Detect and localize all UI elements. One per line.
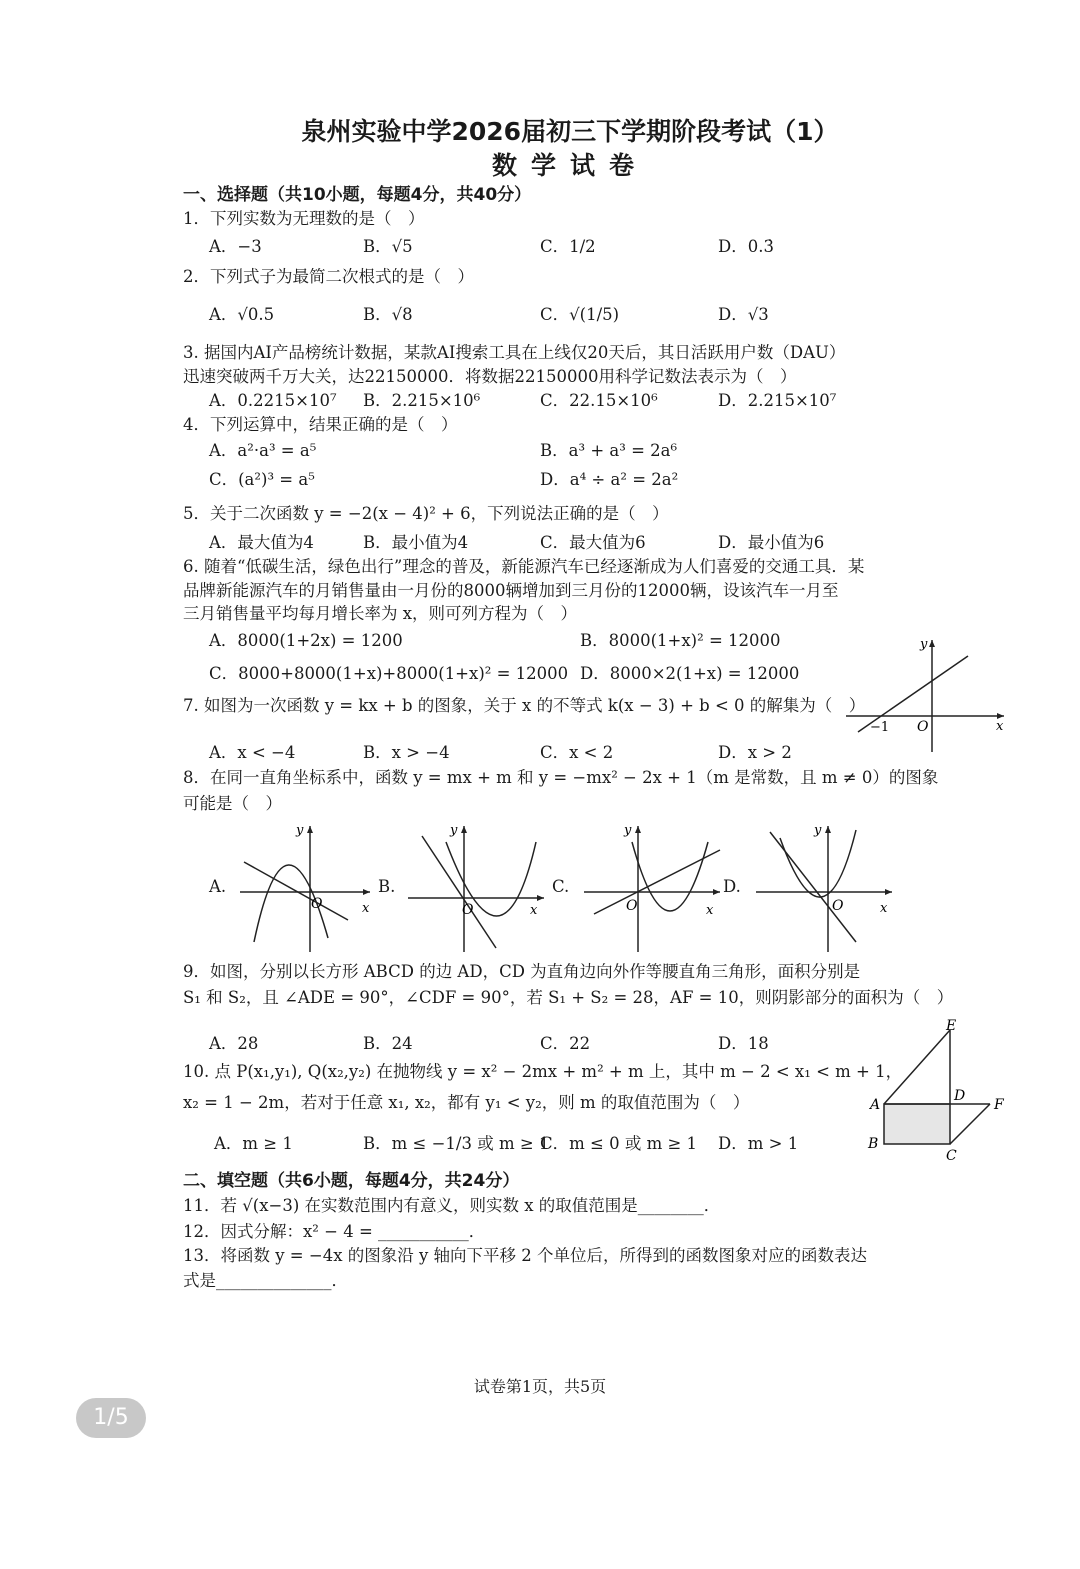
q9-label-a: A [870, 1097, 881, 1113]
question-6-line-1: 6. 随着“低碳生活，绿色出行”理念的普及，新能源汽车已经逐渐成为人们喜爱的交通工具．某 [183, 557, 865, 576]
q8-c-parabola [632, 842, 708, 911]
q8-d-origin-label: O [832, 898, 844, 914]
question-13-line-2: 式是______________． [183, 1271, 348, 1290]
q7-x-label: x [996, 719, 1004, 734]
question-8-line-2: 可能是（ ） [183, 794, 282, 813]
q8-option-b: B. [378, 877, 396, 896]
q3-option-a: A．0.2215×10⁷ [209, 391, 337, 410]
q8-c-x-label: x [706, 903, 714, 918]
q8-b-line [422, 836, 496, 948]
q4-option-c: C．(a²)³ = a⁵ [209, 470, 315, 489]
q8-graph-a [236, 820, 376, 955]
q8-graph-c [580, 820, 725, 955]
question-13-line-1: 13．将函数 y = −4x 的图象沿 y 轴向下平移 2 个单位后，所得到的函数图象对应的函数表达 [183, 1246, 868, 1265]
q9-label-f: F [994, 1097, 1004, 1113]
q5-option-b: B．最小值为4 [363, 533, 469, 552]
q10-option-a: A．m ≥ 1 [214, 1134, 293, 1153]
q8-graph-b [404, 820, 549, 955]
q3-option-c: C．22.15×10⁶ [540, 391, 658, 410]
q4-option-d: D．a⁴ ÷ a² = 2a² [540, 470, 679, 489]
q7-origin-label: O [917, 719, 929, 735]
q7-minus1-label: −1 [870, 720, 890, 735]
page-indicator-badge[interactable]: 1/5 [76, 1398, 146, 1438]
question-11: 11．若 √(x−3) 在实数范围内有意义，则实数 x 的取值范围是________． [183, 1196, 721, 1215]
q2-option-c: C．√(1/5) [540, 305, 620, 324]
q9-label-c: C [946, 1148, 957, 1164]
q7-option-d: D．x > 2 [718, 743, 792, 762]
q6-option-b: B．8000(1+x)² = 12000 [580, 631, 781, 650]
exam-subtitle: 数学试卷 [491, 151, 648, 180]
question-6-line-3: 三月销售量平均每月增长率为 x，则可列方程为（ ） [183, 604, 578, 623]
q9-option-a: A．28 [209, 1034, 259, 1053]
q5-option-a: A．最大值为4 [209, 533, 314, 552]
q7-option-b: B．x > −4 [363, 743, 450, 762]
q8-c-line [594, 850, 720, 914]
q9-label-b: B [868, 1136, 879, 1152]
q9-option-c: C．22 [540, 1034, 591, 1053]
q8-b-x-label: x [530, 903, 538, 918]
q6-option-c: C．8000+8000(1+x)+8000(1+x)² = 12000 [209, 664, 569, 683]
q8-d-parabola [780, 830, 856, 897]
section-heading-2: 二、填空题（共6小题，每题4分，共24分） [183, 1171, 520, 1191]
q8-graph-d [752, 820, 897, 955]
q2-option-b: B．√8 [363, 305, 413, 324]
q9-geometry-figure [862, 1014, 1012, 1164]
q1-option-c: C．1/2 [540, 237, 596, 256]
q8-d-y-label: y [814, 823, 822, 838]
q2-option-a: A．√0.5 [209, 305, 275, 324]
q8-option-c: C. [552, 877, 570, 896]
question-10-line-2: x₂ = 1 − 2m，若对于任意 x₁, x₂，都有 y₁ < y₂，则 m 的取值范围为（ ） [183, 1093, 750, 1112]
question-3-line-2: 迅速突破两千万大关，达22150000．将数据22150000用科学记数法表示为（ ） [183, 367, 797, 386]
q6-option-a: A．8000(1+2x) = 1200 [209, 631, 403, 650]
question-8-line-1: 8．在同一直角坐标系中，函数 y = mx + m 和 y = −mx² − 2x + 1（m 是常数，且 m ≠ 0）的图象 [183, 768, 939, 787]
q5-option-d: D．最小值为6 [718, 533, 825, 552]
q9-option-b: B．24 [363, 1034, 413, 1053]
q1-option-d: D．0.3̇ [718, 237, 774, 256]
q8-d-line [770, 832, 856, 942]
q2-option-d: D．√3 [718, 305, 769, 324]
q9-label-d: D [954, 1088, 966, 1104]
question-3-line-1: 3. 据国内AI产品榜统计数据，某款AI搜索工具在上线仅20天后，其日活跃用户数（DAU） [183, 343, 846, 362]
q8-option-d: D. [723, 877, 741, 896]
q8-a-y-label: y [296, 823, 304, 838]
q8-option-a: A. [209, 877, 227, 896]
q8-b-origin-label: O [462, 902, 474, 918]
question-9-line-1: 9．如图，分别以长方形 ABCD 的边 AD，CD 为直角边向外作等腰直角三角形，面积分别是 [183, 962, 861, 981]
q8-a-line [244, 862, 348, 920]
q8-b-parabola [446, 842, 536, 916]
question-5: 5．关于二次函数 y = −2(x − 4)² + 6，下列说法正确的是（ ） [183, 504, 669, 523]
q8-c-origin-label: O [626, 898, 638, 914]
q6-option-d: D．8000×2(1+x) = 12000 [580, 664, 800, 683]
q8-b-y-label: y [450, 823, 458, 838]
question-6-line-2: 品牌新能源汽车的月销售量由一月份的8000辆增加到三月份的12000辆，设该汽车一月至 [183, 581, 839, 600]
q5-option-c: C．最大值为6 [540, 533, 646, 552]
question-1: 1．下列实数为无理数的是（ ） [183, 209, 425, 228]
q4-option-b: B．a³ + a³ = 2a⁶ [540, 441, 678, 460]
q10-option-d: D．m > 1 [718, 1134, 799, 1153]
question-7: 7. 如图为一次函数 y = kx + b 的图象，关于 x 的不等式 k(x − 3) + b < 0 的解集为（ ） [183, 696, 866, 715]
q3-option-d: D．2.215×10⁷ [718, 391, 837, 410]
q3-option-b: B．2.215×10⁶ [363, 391, 481, 410]
q8-a-x-label: x [362, 901, 370, 916]
question-4: 4．下列运算中，结果正确的是（ ） [183, 415, 458, 434]
question-12: 12．因式分解：x² − 4 = ___________． [183, 1222, 486, 1241]
page-footer: 试卷第1页，共5页 [473, 1377, 607, 1396]
question-10-line-1: 10. 点 P(x₁,y₁), Q(x₂,y₂) 在抛物线 y = x² − 2mx + m² + m 上，其中 m − 2 < x₁ < m + 1， [183, 1062, 903, 1081]
q7-y-label: y [920, 637, 928, 652]
q1-option-a: A．−3 [209, 237, 262, 256]
section-heading-1: 一、选择题（共10小题，每题4分，共40分） [183, 185, 532, 205]
q7-graph-figure [842, 634, 1012, 756]
q4-option-a: A．a²·a³ = a⁵ [209, 441, 317, 460]
question-9-line-2: S₁ 和 S₂，且 ∠ADE = 90°，∠CDF = 90°，若 S₁ + S₂ = 28，AF = 10，则阴影部分的面积为（ ） [183, 988, 954, 1007]
q10-option-b: B．m ≤ −1/3 或 m ≥ 1 [363, 1134, 550, 1153]
q8-a-origin-label: O [311, 896, 323, 912]
q8-d-x-label: x [880, 901, 888, 916]
q9-shaded-region [884, 1104, 950, 1144]
q10-option-c: C．m ≤ 0 或 m ≥ 1 [540, 1134, 698, 1153]
q7-option-a: A．x < −4 [209, 743, 296, 762]
question-2: 2．下列式子为最简二次根式的是（ ） [183, 267, 474, 286]
q9-label-e: E [946, 1018, 957, 1034]
q8-c-y-label: y [624, 823, 632, 838]
q7-option-c: C．x < 2 [540, 743, 614, 762]
q9-option-d: D．18 [718, 1034, 769, 1053]
exam-title: 泉州实验中学2026届初三下学期阶段考试（1） [301, 117, 839, 146]
q1-option-b: B．√5 [363, 237, 413, 256]
